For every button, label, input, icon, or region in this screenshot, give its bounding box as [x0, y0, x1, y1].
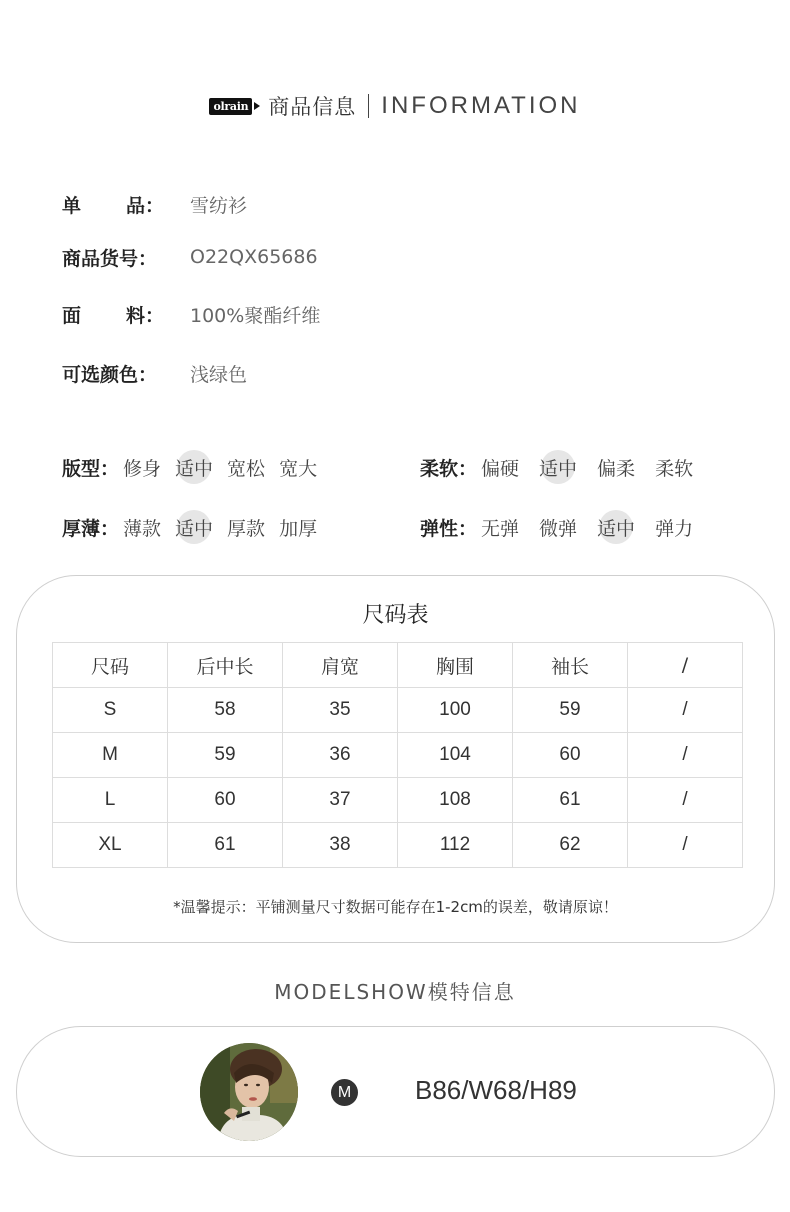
table-header-cell: 尺码 [53, 643, 168, 688]
table-cell: M [53, 733, 168, 778]
table-cell: 100 [398, 688, 513, 733]
attr-option: 修身 [123, 457, 162, 480]
table-row [53, 823, 743, 868]
attr-label-elasticity: 弹性： [420, 517, 478, 540]
info-label-fabric [62, 301, 190, 328]
table-row [53, 778, 743, 823]
model-size-badge: M [331, 1079, 358, 1106]
attr-label-fit: 版型： [62, 457, 120, 480]
table-cell: XL [53, 823, 168, 868]
attr-option: 宽松 [227, 457, 266, 480]
info-label-sku: 商品货号： [62, 247, 158, 270]
table-cell: 37 [283, 778, 398, 823]
attr-option: 弹力 [655, 517, 694, 540]
info-label-part: 品： [125, 194, 164, 217]
table-cell: 59 [513, 688, 628, 733]
attr-label-softness: 柔软： [420, 457, 478, 480]
info-label-color: 可选颜色： [62, 363, 158, 386]
brand-logo-text: olrain [209, 98, 252, 115]
brand-logo [209, 98, 260, 115]
table-cell: 61 [168, 823, 283, 868]
section-header [0, 88, 790, 124]
table-cell: 112 [398, 823, 513, 868]
header-divider [368, 94, 369, 118]
table-cell: / [628, 733, 743, 778]
model-info-card [16, 1026, 775, 1157]
model-portrait-icon [200, 1043, 298, 1141]
table-cell: 104 [398, 733, 513, 778]
table-cell: L [53, 778, 168, 823]
attr-option: 无弹 [481, 517, 520, 540]
size-chart-card [16, 575, 775, 943]
table-cell: S [53, 688, 168, 733]
info-label-part: 面 [62, 304, 82, 327]
attr-option: 偏柔 [597, 457, 636, 480]
size-chart-title: 尺码表 [362, 603, 429, 628]
attr-option: 薄款 [123, 517, 162, 540]
info-label-part: 料： [125, 304, 164, 327]
table-cell: 59 [168, 733, 283, 778]
size-table [52, 642, 743, 868]
info-value-fabric: 100%聚酯纤维 [190, 304, 321, 327]
attr-option: 厚款 [227, 517, 266, 540]
attr-option-selected: 适中 [175, 514, 213, 541]
table-cell: 58 [168, 688, 283, 733]
table-header-row [53, 643, 743, 688]
attr-option-selected: 适中 [175, 454, 213, 481]
table-header-cell: 肩宽 [283, 643, 398, 688]
info-value-color: 浅绿色 [190, 363, 248, 386]
table-cell: / [628, 823, 743, 868]
table-header-cell: / [628, 643, 743, 688]
table-cell: 36 [283, 733, 398, 778]
table-cell: 60 [513, 733, 628, 778]
model-section-title: MODELSHOW模特信息 [274, 980, 516, 1004]
model-measurements: B86/W68/H89 [415, 1075, 577, 1105]
table-cell: 61 [513, 778, 628, 823]
model-avatar [200, 1043, 298, 1141]
table-header-cell: 后中长 [168, 643, 283, 688]
table-cell: / [628, 688, 743, 733]
size-chart-note: *温馨提示：平铺测量尺寸数据可能存在1-2cm的误差，敬请原谅！ [173, 898, 618, 916]
attr-option: 偏硬 [481, 457, 520, 480]
table-cell: 62 [513, 823, 628, 868]
table-row [53, 733, 743, 778]
table-cell: 38 [283, 823, 398, 868]
table-cell: 108 [398, 778, 513, 823]
attr-row-softness [420, 450, 693, 484]
info-row-item [62, 189, 247, 219]
attr-option-selected: 适中 [539, 454, 577, 481]
play-icon [254, 102, 260, 110]
attr-option: 加厚 [279, 517, 318, 540]
info-value-item: 雪纺衫 [190, 194, 248, 217]
table-header-cell: 胸围 [398, 643, 513, 688]
attr-option: 微弹 [539, 517, 578, 540]
info-row-color [62, 358, 247, 388]
info-row-sku [62, 242, 318, 272]
attr-row-thickness [62, 510, 317, 544]
table-cell: 60 [168, 778, 283, 823]
attr-row-elasticity [420, 510, 693, 544]
attr-option: 宽大 [279, 457, 318, 480]
table-header-cell: 袖长 [513, 643, 628, 688]
header-title-cn: 商品信息 [268, 95, 357, 119]
info-label-part: 单 [62, 194, 82, 217]
attr-option-selected: 适中 [597, 514, 635, 541]
attr-option: 柔软 [655, 457, 694, 480]
info-label-item [62, 191, 190, 218]
info-row-fabric [62, 299, 320, 329]
attr-label-thickness: 厚薄： [62, 517, 120, 540]
header-title-en: INFORMATION [381, 92, 581, 119]
table-cell: 35 [283, 688, 398, 733]
info-value-sku: O22QX65686 [190, 246, 318, 268]
table-cell: / [628, 778, 743, 823]
table-row [53, 688, 743, 733]
attr-row-fit [62, 450, 317, 484]
